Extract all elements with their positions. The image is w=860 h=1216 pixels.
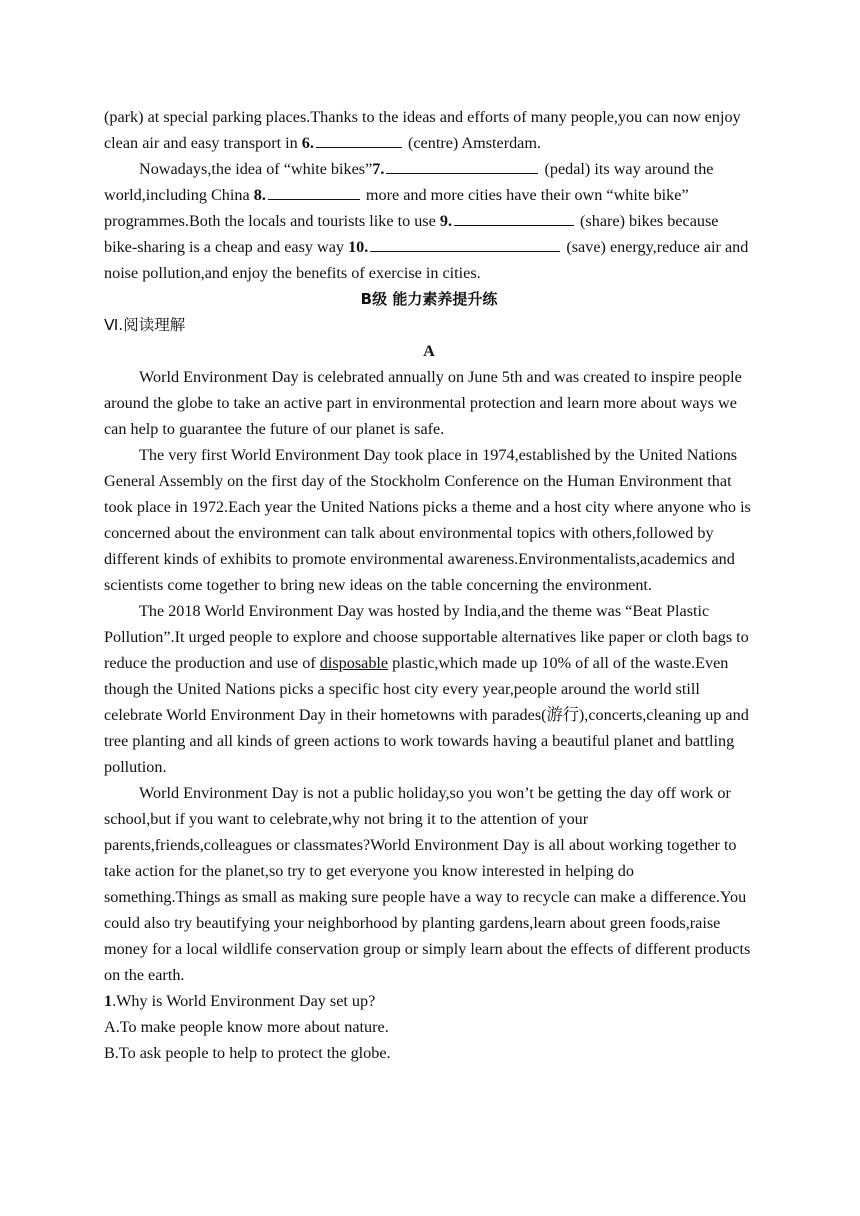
passage-paragraph-2: The very first World Environment Day took place in 1974,established by the United Nations General Assembly on the first day of the Stockholm Conference on the Human Environment that took place in 1972.Each year the United Nations picks a theme and a host city where anyone who is concerned about the environment can talk about environmental topics with others,followed by different kinds of exhibits to promote environmental awareness.Environmentalists,academics and scientists come together to bring new ideas on the table concerning the environment.	[104, 446, 751, 594]
question-1: 1.Why is World Environment Day set up?	[104, 992, 376, 1010]
passage-label: A	[423, 342, 435, 360]
blank-number-6: 6.	[301, 134, 314, 152]
passage-paragraph-4: World Environment Day is not a public holiday,so you won’t be getting the day off work or school,but if you want to celebrate,why not bring it to the attention of your parents,friends,colleagues or classmates?World Environment Day is all about working together to take action for the planet,so try to get everyone you know interested in helping do something.Things as small as making sure people have a way to recycle can make a difference.You could also try beautifying your neighborhood by planting gardens,learn about green foods,raise money for a local wildlife conservation group or simply learn about the effects of different products on the earth.	[104, 784, 751, 984]
passage-paragraph-1: World Environment Day is celebrated annually on June 5th and was created to inspire people around the globe to take an active part in environmental protection and learn more about ways we can help to guarantee the future of our planet is safe.	[104, 368, 742, 438]
option-a[interactable]: A.To make people know more about nature.	[104, 1018, 389, 1036]
answer-blank-7[interactable]	[386, 157, 538, 174]
level-heading: B级 能力素养提升练	[360, 290, 498, 308]
cloze-paragraph-1: (park) at special parking places.Thanks to the ideas and efforts of many people,you can now enjoy clean air and easy transport in 6. (centre) Amsterdam.	[104, 108, 741, 152]
option-b[interactable]: B.To ask people to help to protect the globe.	[104, 1044, 391, 1062]
answer-blank-8[interactable]	[268, 183, 360, 200]
passage-paragraph-3: The 2018 World Environment Day was hosted by India,and the theme was “Beat Plastic Pollution”.It urged people to explore and choose supportable alternatives like paper or cloth bags to reduce the production and use of disposable plastic,which made up 10% of all of the waste.Even though the United Nations picks a specific host city every year,people around the world still celebrate World Environment Day in their hometowns with parades(游行),concerts,cleaning up and tree planting and all kinds of green actions to work towards having a beautiful planet and battling pollution.	[104, 602, 749, 776]
cloze-paragraph-2: Nowadays,the idea of “white bikes”7. (pedal) its way around the world,including China 8. more and more cities have their own “white bike” programmes.Both the locals and tourists like to use 9. (share) bikes because bike-sharing is a cheap and easy way 10. (save) energy,reduce air and noise pollution,and enjoy the benefits of exercise in cities.	[104, 156, 754, 286]
document-page	[104, 104, 754, 1066]
underlined-word: disposable	[319, 654, 389, 672]
blank-number-10: 10.	[348, 238, 369, 256]
blank-number-7: 7.	[372, 160, 385, 178]
answer-blank-6[interactable]	[316, 131, 402, 148]
section-heading: Ⅵ.阅读理解	[104, 316, 186, 334]
answer-blank-9[interactable]	[454, 209, 574, 226]
blank-number-8: 8.	[253, 186, 266, 204]
answer-blank-10[interactable]	[370, 235, 560, 252]
question-number: 1	[104, 992, 113, 1010]
blank-number-9: 9.	[439, 212, 452, 230]
